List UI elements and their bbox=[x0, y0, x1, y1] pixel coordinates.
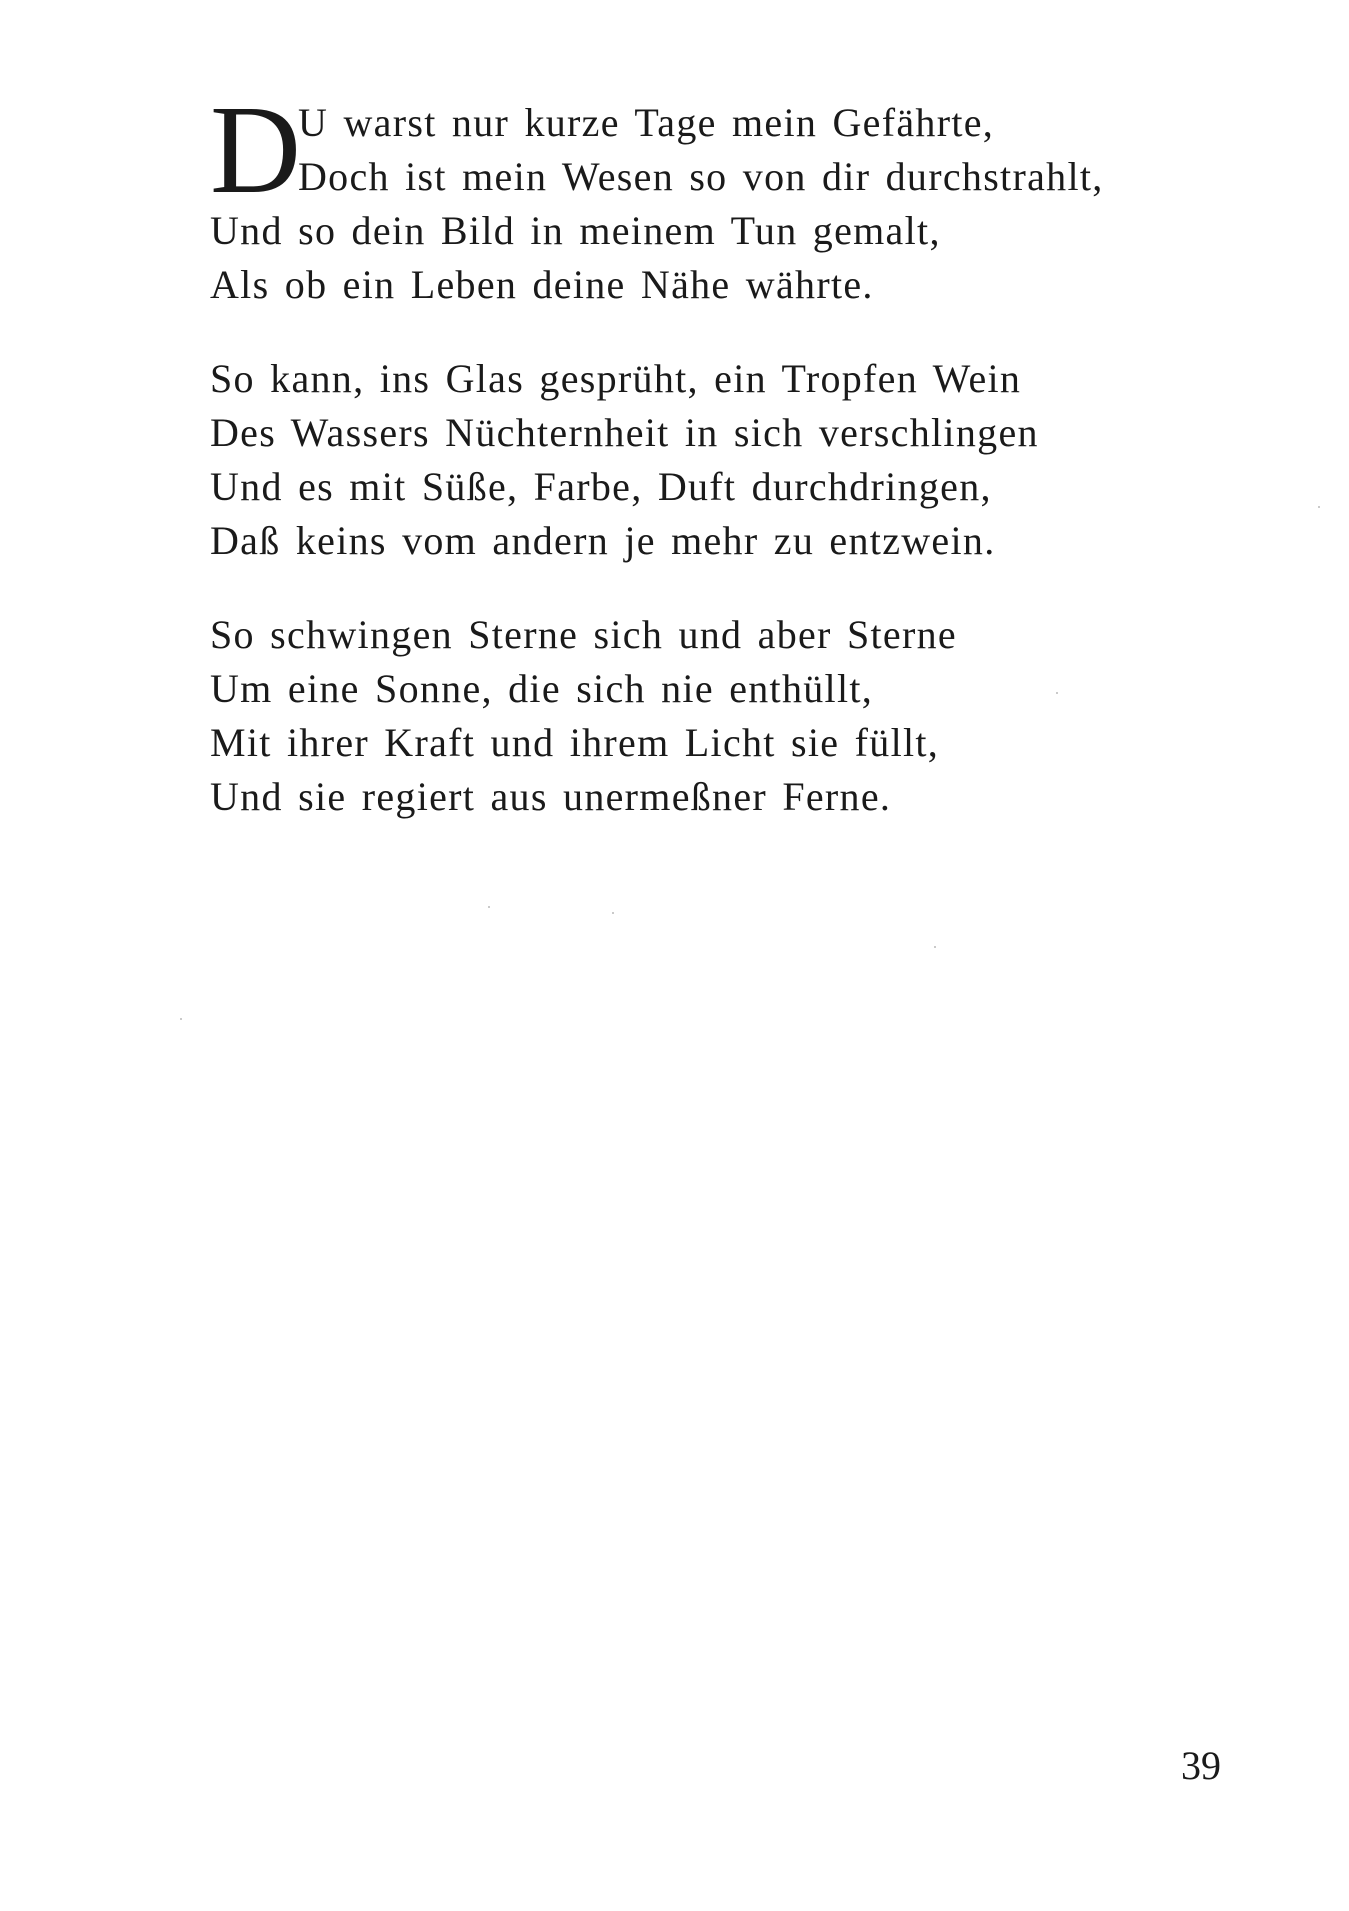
drop-cap-letter: D bbox=[210, 81, 301, 220]
scan-speck bbox=[612, 912, 614, 914]
scan-speck bbox=[1318, 506, 1320, 508]
poem-line: Des Wassers Nüchternheit in sich verschlingen bbox=[210, 410, 1039, 455]
poem-line: So schwingen Sterne sich und aber Sterne bbox=[210, 612, 957, 657]
stanza-2 bbox=[210, 352, 1210, 568]
page-number: 39 bbox=[1181, 1743, 1221, 1788]
poem-line: Und es mit Süße, Farbe, Duft durchdringen, bbox=[210, 464, 992, 509]
poem-line: So kann, ins Glas gesprüht, ein Tropfen Wein bbox=[210, 356, 1022, 401]
poem-line: Doch ist mein Wesen so von dir durchstrahlt, bbox=[298, 154, 1104, 199]
stanza-3 bbox=[210, 608, 1210, 824]
drop-cap bbox=[210, 81, 301, 220]
stanza-1 bbox=[210, 81, 1210, 312]
scan-speck bbox=[934, 946, 936, 948]
poem bbox=[210, 81, 1210, 864]
poem-line: Daß keins vom andern je mehr zu entzwein. bbox=[210, 518, 996, 563]
poem-line: U warst nur kurze Tage mein Gefährte, bbox=[298, 100, 995, 145]
poem-line: Und sie regiert aus unermeßner Ferne. bbox=[210, 774, 892, 819]
poem-line: Und so dein Bild in meinem Tun gemalt, bbox=[210, 208, 941, 253]
poem-line: Mit ihrer Kraft und ihrem Licht sie füllt, bbox=[210, 720, 940, 765]
poem-line: Als ob ein Leben deine Nähe währte. bbox=[210, 262, 874, 307]
scan-speck bbox=[488, 906, 490, 908]
scan-speck bbox=[180, 1018, 182, 1020]
scan-speck bbox=[1056, 692, 1058, 694]
poem-line: Um eine Sonne, die sich nie enthüllt, bbox=[210, 666, 874, 711]
